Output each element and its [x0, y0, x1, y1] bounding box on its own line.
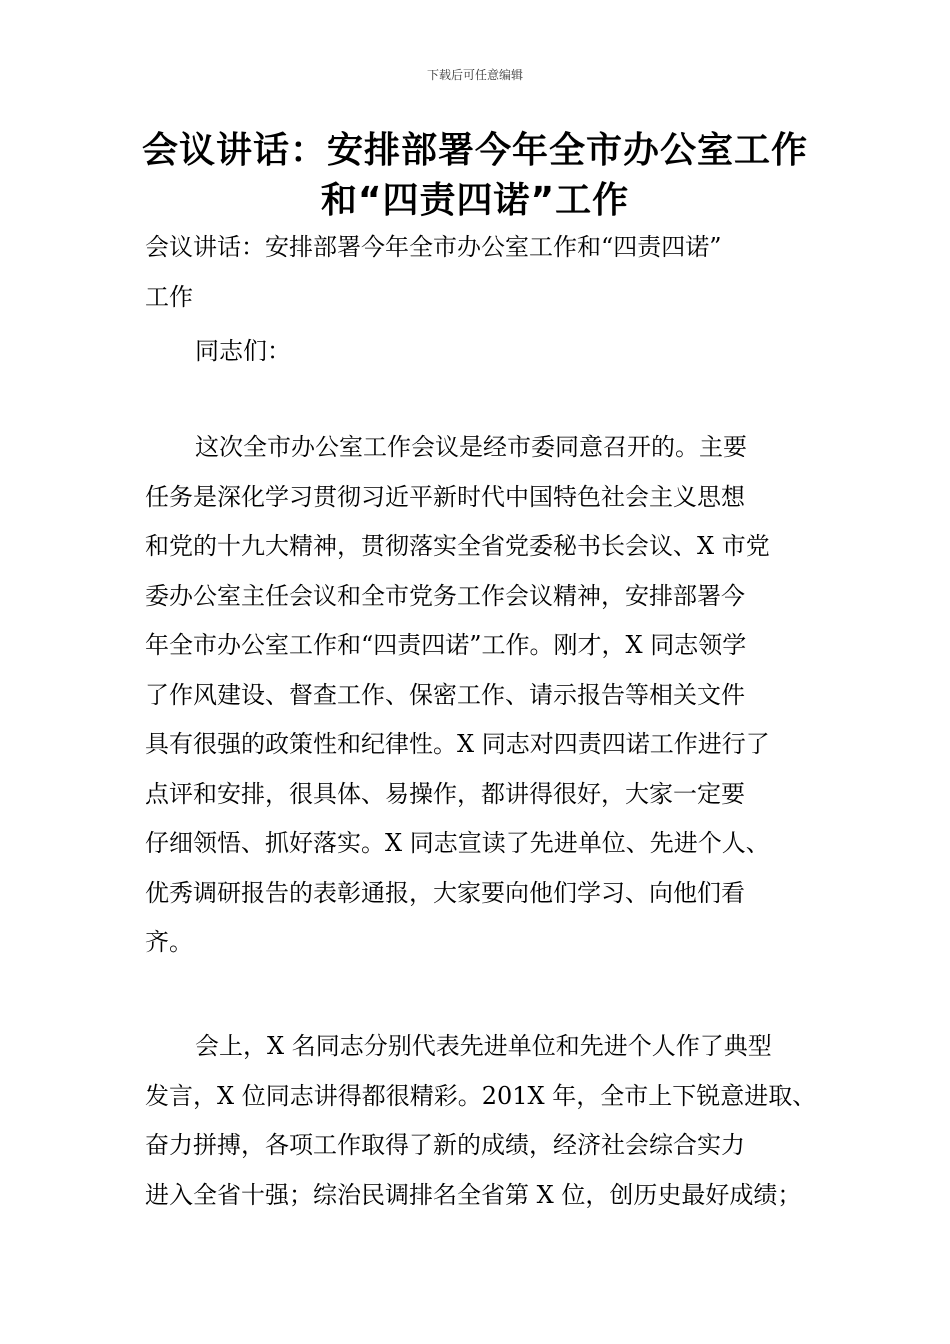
paragraph-line: 和党的十九大精神，贯彻落实全省党委秘书长会议、X 市党: [145, 532, 770, 560]
salutation: [145, 327, 825, 377]
header-note: 下载后可任意编辑: [426, 68, 523, 82]
paragraph-line: 点评和安排，很具体、易操作，都讲得很好，大家一定要: [145, 779, 745, 808]
paragraph-line: 仔细领悟、抓好落实。X 同志宣读了先进单位、先进个人、: [145, 829, 770, 857]
paragraph-line: 进入全省十强；综治民调排名全省第 X 位，创历史最好成绩；: [145, 1180, 802, 1209]
title-line-2: 和“四责四诺”工作: [320, 180, 630, 221]
paragraph-line: 年全市办公室工作和“四责四诺”工作。刚才，X 同志领学: [145, 631, 747, 659]
subtitle-line-1: 会议讲话：安排部署今年全市办公室工作和“四责四诺”: [145, 233, 722, 261]
paragraph-line: 了作风建设、督查工作、保密工作、请示报告等相关文件: [145, 680, 745, 709]
subtitle-line-2: 工作: [145, 282, 193, 311]
paragraph-1: [145, 423, 825, 968]
paragraph-line: 会上，X 名同志分别代表先进单位和先进个人作了典型: [195, 1032, 772, 1060]
salutation-text: 同志们：: [195, 337, 291, 365]
paragraph-line: 优秀调研报告的表彰通报，大家要向他们学习、向他们看: [145, 878, 745, 907]
paragraph-line: 委办公室主任会议和全市党务工作会议精神，安排部署今: [145, 581, 745, 610]
title-line-1: 会议讲话：安排部署今年全市办公室工作: [141, 130, 808, 171]
paragraph-line: 这次全市办公室工作会议是经市委同意召开的。主要: [195, 433, 747, 461]
paragraph-line: 发言，X 位同志讲得都很精彩。201X 年，全市上下锐意进取、: [145, 1081, 817, 1110]
paragraph-line: 具有很强的政策性和纪律性。X 同志对四责四诺工作进行了: [145, 730, 770, 758]
paragraph-line: 奋力拼搏，各项工作取得了新的成绩，经济社会综合实力: [145, 1131, 745, 1159]
paragraph-line: 齐。: [145, 928, 193, 956]
paragraph-line: 任务是深化学习贯彻习近平新时代中国特色社会主义思想: [145, 482, 745, 511]
document-title: [100, 126, 850, 226]
paragraph-2: [145, 1022, 825, 1220]
subtitle: [145, 223, 825, 322]
